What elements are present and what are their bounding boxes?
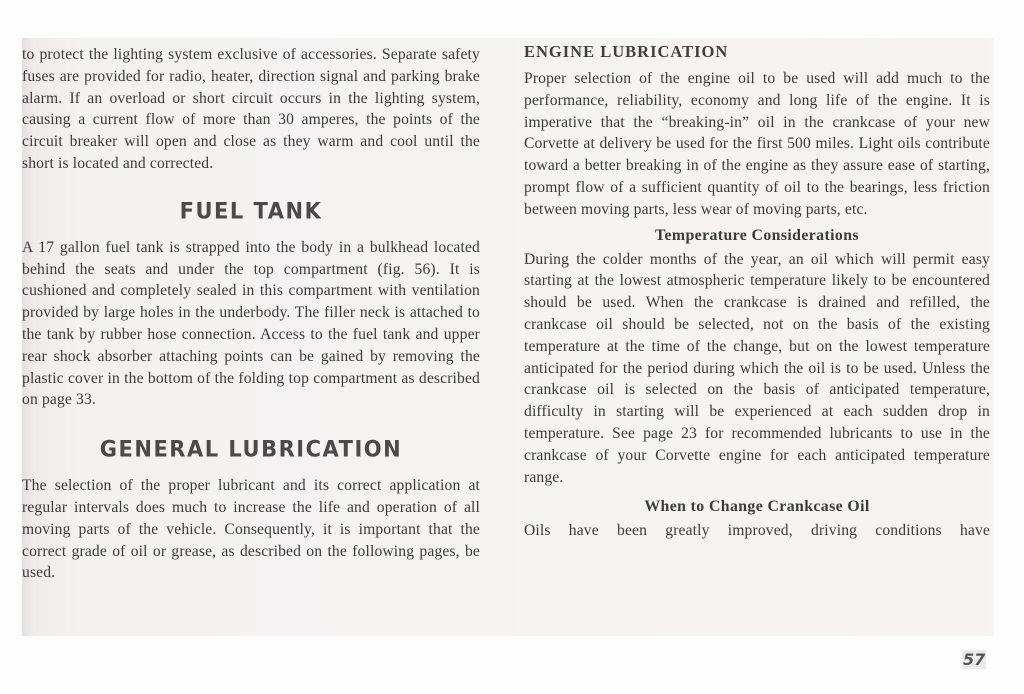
right-column <box>524 38 990 542</box>
scanned-page <box>22 38 994 636</box>
temperature-considerations-heading: Temperature Considerations <box>655 226 859 244</box>
general-lubrication-paragraph: The selection of the proper lubricant and its correct application at regular intervals does much to increase the life and operation of all moving parts of the vehicle. Consequently, it is important that the correct grade of oil or grease, as described on the following pages, be used. <box>22 477 480 582</box>
fuel-tank-heading: FUEL TANK <box>179 198 323 224</box>
temperature-considerations-paragraph: During the colder months of the year, an oil which will permit easy starting at the lowest atmospheric temperature likely to be encountered should be used. When the crankcase is drained and refilled, the crankcase oil should be selected, not on the basis of the existing temperature at the time of the change, but on the lowest temperature anticipated for the period during which the oil is to be used. Unless the crankcase oil is selected on the basis of anticipated temperature, difficulty in starting will be experienced at each sudden drop in temperature. See page 23 for recommended lubricants to use in the crankcase of your Corvette engine for each anticipated temperature range. <box>524 250 990 486</box>
left-column <box>22 38 480 584</box>
engine-lubrication-heading: ENGINE LUBRICATION <box>524 42 729 61</box>
when-to-change-paragraph: Oils have been greatly improved, driving conditions have <box>524 522 990 540</box>
page-number: 57 <box>963 650 986 669</box>
engine-lubrication-paragraph: Proper selection of the engine oil to be used will add much to the performance, reliability, economy and long life of the engine. It is imperative that the “breaking-in” oil in the crankcase of your new Corvette at delivery be used for the first 500 miles. Light oils contribute toward a better breaking in of the engine as they assure ease of starting, prompt flow of a sufficient quantity of oil to the bearings, less friction between moving parts, less wear of moving parts, etc. <box>524 70 990 218</box>
fuel-tank-paragraph: A 17 gallon fuel tank is strapped into the body in a bulkhead located behind the seats and under the top compartment (fig. 56). It is cushioned and completely sealed in this compartment with ventilation provided by large holes in the underbody. The filler neck is attached to the tank by rubber hose connection. Access to the fuel tank and upper rear shock absorber attaching points can be gained by removing the plastic cover in the bottom of the folding top compartment as described on page 33. <box>22 238 480 409</box>
intro-paragraph: to protect the lighting system exclusive of accessories. Separate safety fuses are provided for radio, heater, direction signal and parking brake alarm. If an overload or short circuit occurs in the lighting system, causing a current flow of more than 30 amperes, the points of the circuit breaker will open and close as they warm and cool until the short is located and corrected. <box>22 46 480 172</box>
general-lubrication-heading: GENERAL LUBRICATION <box>99 436 403 462</box>
when-to-change-heading: When to Change Crankcase Oil <box>644 498 870 516</box>
